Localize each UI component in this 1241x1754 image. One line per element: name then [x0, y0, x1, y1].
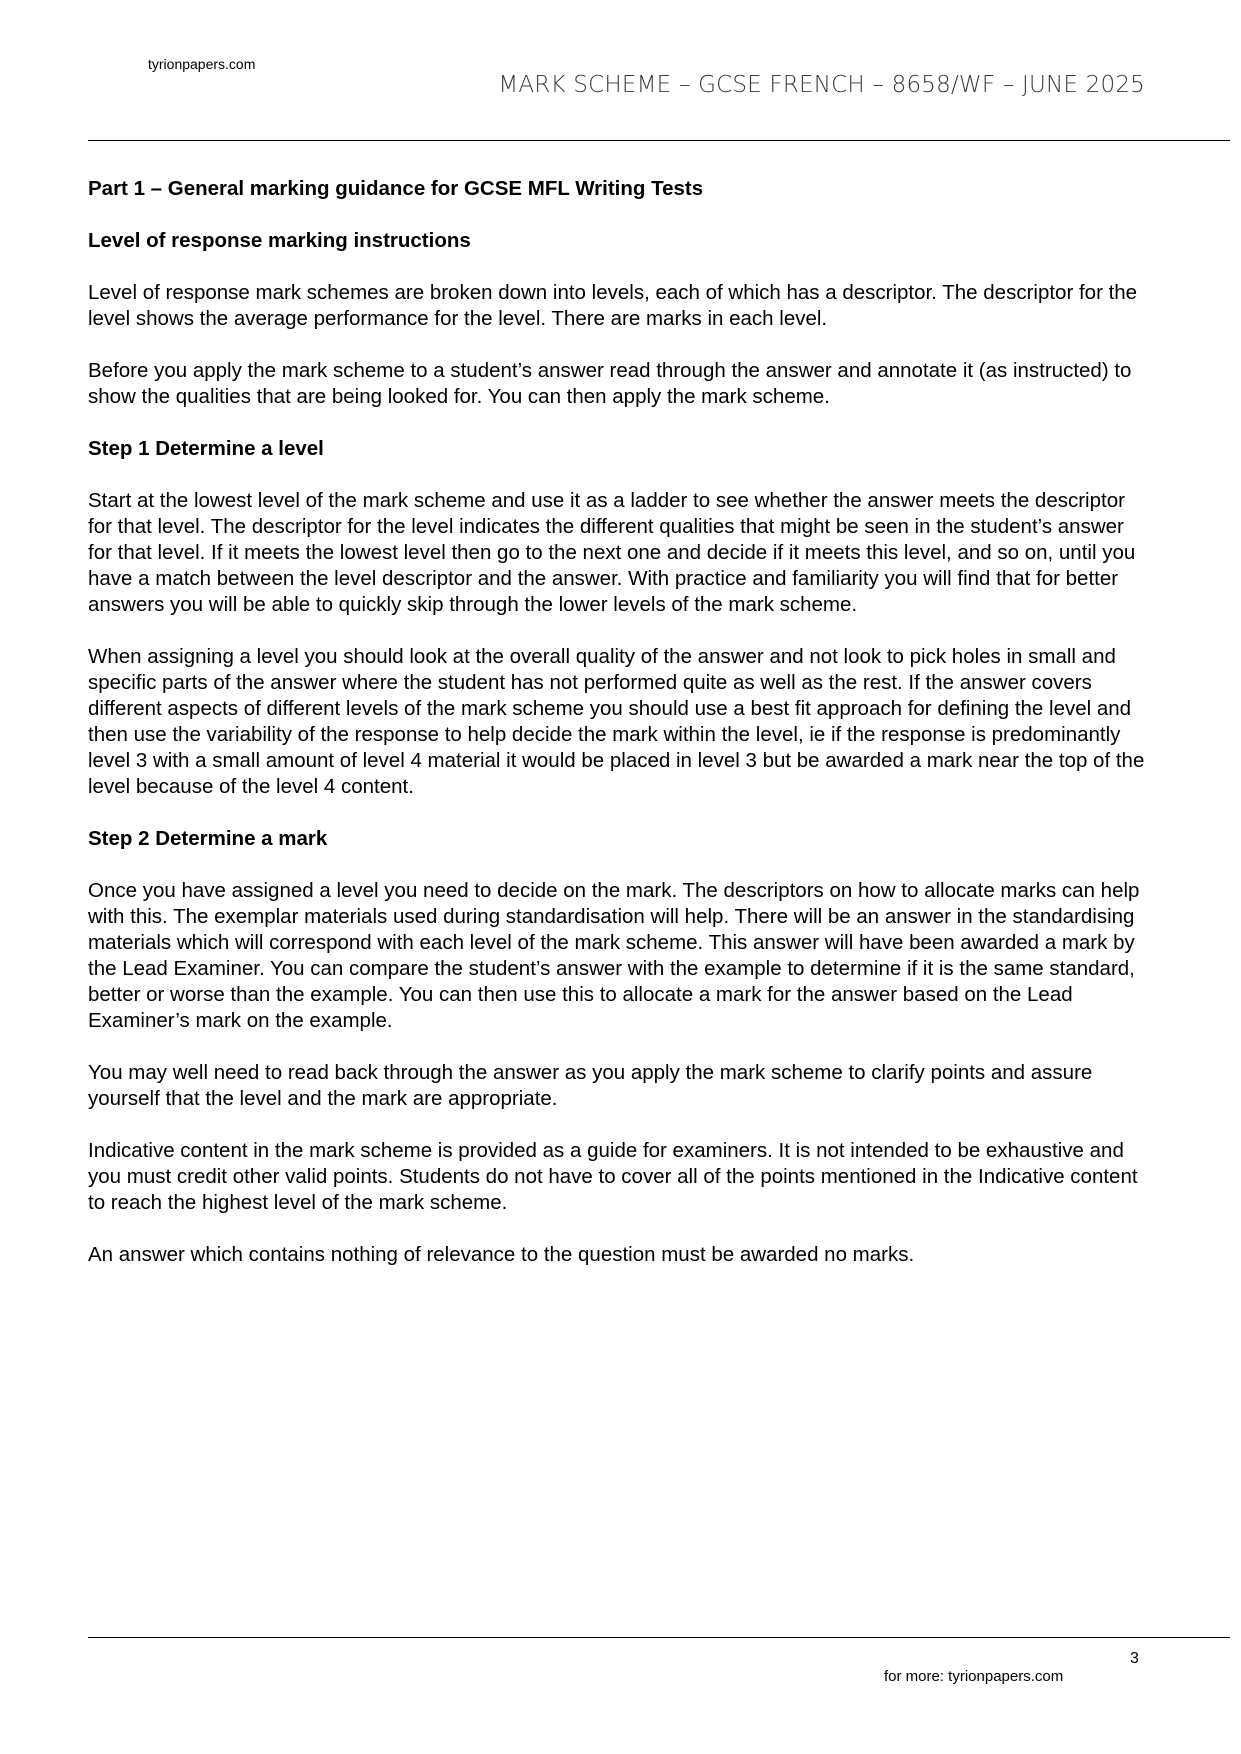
step2-paragraph: You may well need to read back through the answer as you apply the mark scheme to clarify points and assure yourself that the level and the mark are appropriate.: [88, 1061, 1093, 1110]
page-content: [88, 176, 1148, 1294]
step2-paragraph: An answer which contains nothing of relevance to the question must be awarded no marks.: [88, 1243, 915, 1266]
step2-heading: Step 2 Determine a mark: [88, 827, 328, 850]
footer-divider: [88, 1637, 1230, 1638]
step1-paragraph: Start at the lowest level of the mark scheme and use it as a ladder to see whether the answer meets the descriptor for that level. The descriptor for the level indicates the different qualities that might be seen in the student’s answer for that level. If it meets the lowest level then go to the next one and decide if it meets this level, and so on, until you have a match between the level descriptor and the answer. With practice and familiarity you will find that for better answers you will be able to quickly skip through the lower levels of the mark scheme.: [88, 489, 1136, 616]
step1-heading: Step 1 Determine a level: [88, 437, 324, 460]
footer-link[interactable]: for more: tyrionpapers.com: [884, 1668, 1064, 1685]
part-heading: Part 1 – General marking guidance for GCSE MFL Writing Tests: [88, 177, 704, 200]
header-title: MARK SCHEME – GCSE FRENCH – 8658/WF – JUNE 2025: [498, 72, 1145, 98]
header-divider: [88, 140, 1230, 141]
instructions-heading: Level of response marking instructions: [88, 229, 471, 252]
page-number: 3: [1130, 1650, 1139, 1667]
intro-paragraph: Before you apply the mark scheme to a student’s answer read through the answer and annotate it (as instructed) to show the qualities that are being looked for. You can then apply the mark scheme.: [88, 359, 1132, 408]
step2-paragraph: Indicative content in the mark scheme is provided as a guide for examiners. It is not intended to be exhaustive and you must credit other valid points. Students do not have to cover all of the points mentioned in the Indicative content to reach the highest level of the mark scheme.: [88, 1139, 1138, 1214]
step1-paragraph: When assigning a level you should look at the overall quality of the answer and not look to pick holes in small and specific parts of the answer where the student has not performed quite as well as the rest. If the answer covers different aspects of different levels of the mark scheme you should use a best fit approach for defining the level and then use the variability of the response to help decide the mark within the level, ie if the response is predominantly level 3 with a small amount of level 4 material it would be placed in level 3 but be awarded a mark near the top of the level because of the level 4 content.: [88, 645, 1145, 798]
intro-paragraph: Level of response mark schemes are broken down into levels, each of which has a descriptor. The descriptor for the level shows the average performance for the level. There are marks in each level.: [88, 281, 1138, 330]
watermark-top: tyrionpapers.com: [148, 56, 256, 72]
step2-paragraph: Once you have assigned a level you need to decide on the mark. The descriptors on how to allocate marks can help with this. The exemplar materials used during standardisation will help. There will be an answer in the standardising materials which will correspond with each level of the mark scheme. This answer will have been awarded a mark by the Lead Examiner. You can compare the student’s answer with the example to determine if it is the same standard, better or worse than the example. You can then use this to allocate a mark for the answer based on the Lead Examiner’s mark on the example.: [88, 879, 1140, 1032]
